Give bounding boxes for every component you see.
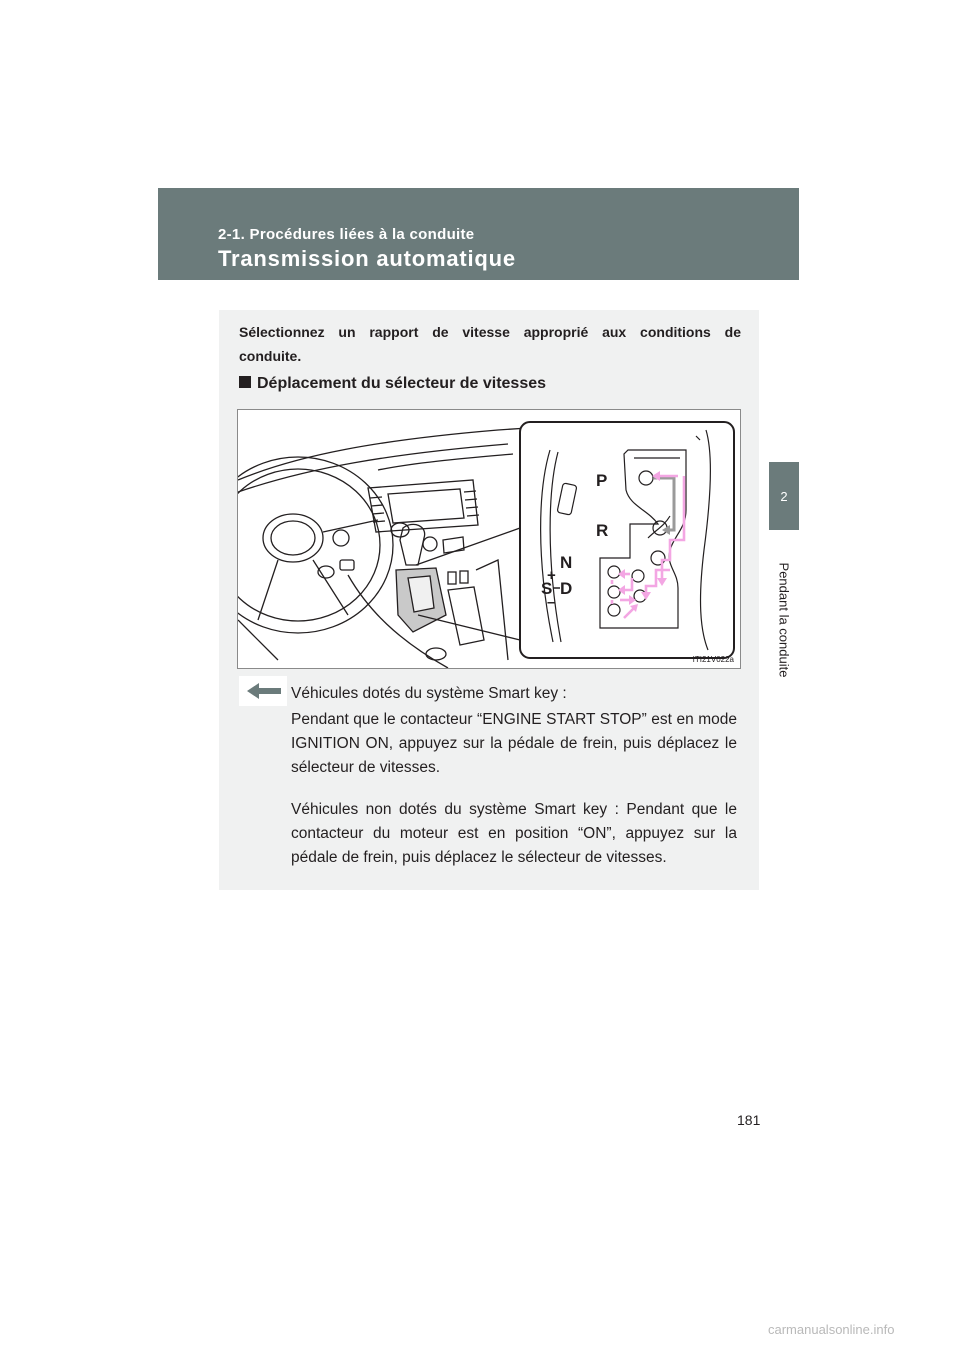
footer-watermark[interactable]: carmanualsonline.info [768, 1322, 895, 1337]
figure-code: ITI21V022a [692, 655, 734, 664]
header-band [158, 188, 799, 280]
chapter-tab[interactable] [769, 462, 799, 530]
subheading [239, 372, 546, 396]
chapter-label: Pendant la conduite [776, 562, 792, 678]
gear-r-label: R [596, 521, 609, 540]
gear-p-label: P [596, 471, 608, 490]
subheading-text: Déplacement du sélecteur de vitesses [257, 375, 547, 392]
page-number: 181 [737, 1112, 761, 1128]
smart-key-instruction: Pendant que le contacteur “ENGINE START STOP” est en mode IGNITION ON, appuyez sur la pédale de frein, puis déplacez le sélecteur de vitesses. [291, 711, 737, 776]
intro-line-2: conduite. [239, 348, 302, 364]
page-title: Transmission automatique [218, 246, 516, 271]
chapter-number: 2 [780, 488, 788, 504]
intro-line-1: Sélectionnez un rapport de vitesse approprié aux conditions de [239, 324, 741, 340]
dashboard-drawing [238, 410, 740, 668]
section-label: 2-1. Procédures liées à la conduite [218, 226, 475, 243]
gear-minus-label: – [547, 594, 556, 611]
content-box [219, 310, 759, 890]
no-smart-key-instruction: Véhicules non dotés du système Smart key : Pendant que le contacteur du moteur est en position “ON”, appuyez sur la pédale de frein, puis déplacez le sélecteur de vitesses. [291, 801, 737, 866]
smart-key-heading: Véhicules dotés du système Smart key : [291, 685, 567, 702]
gear-d-label: D [560, 579, 573, 598]
step-arrow-box [239, 676, 287, 706]
gear-plus-label: + [547, 567, 556, 584]
shift-lever-illustration [237, 409, 741, 669]
arrow-left-icon [239, 676, 287, 706]
gear-s-label: S [541, 579, 553, 598]
square-bullet-icon [239, 376, 251, 388]
gear-n-label: N [560, 553, 573, 572]
